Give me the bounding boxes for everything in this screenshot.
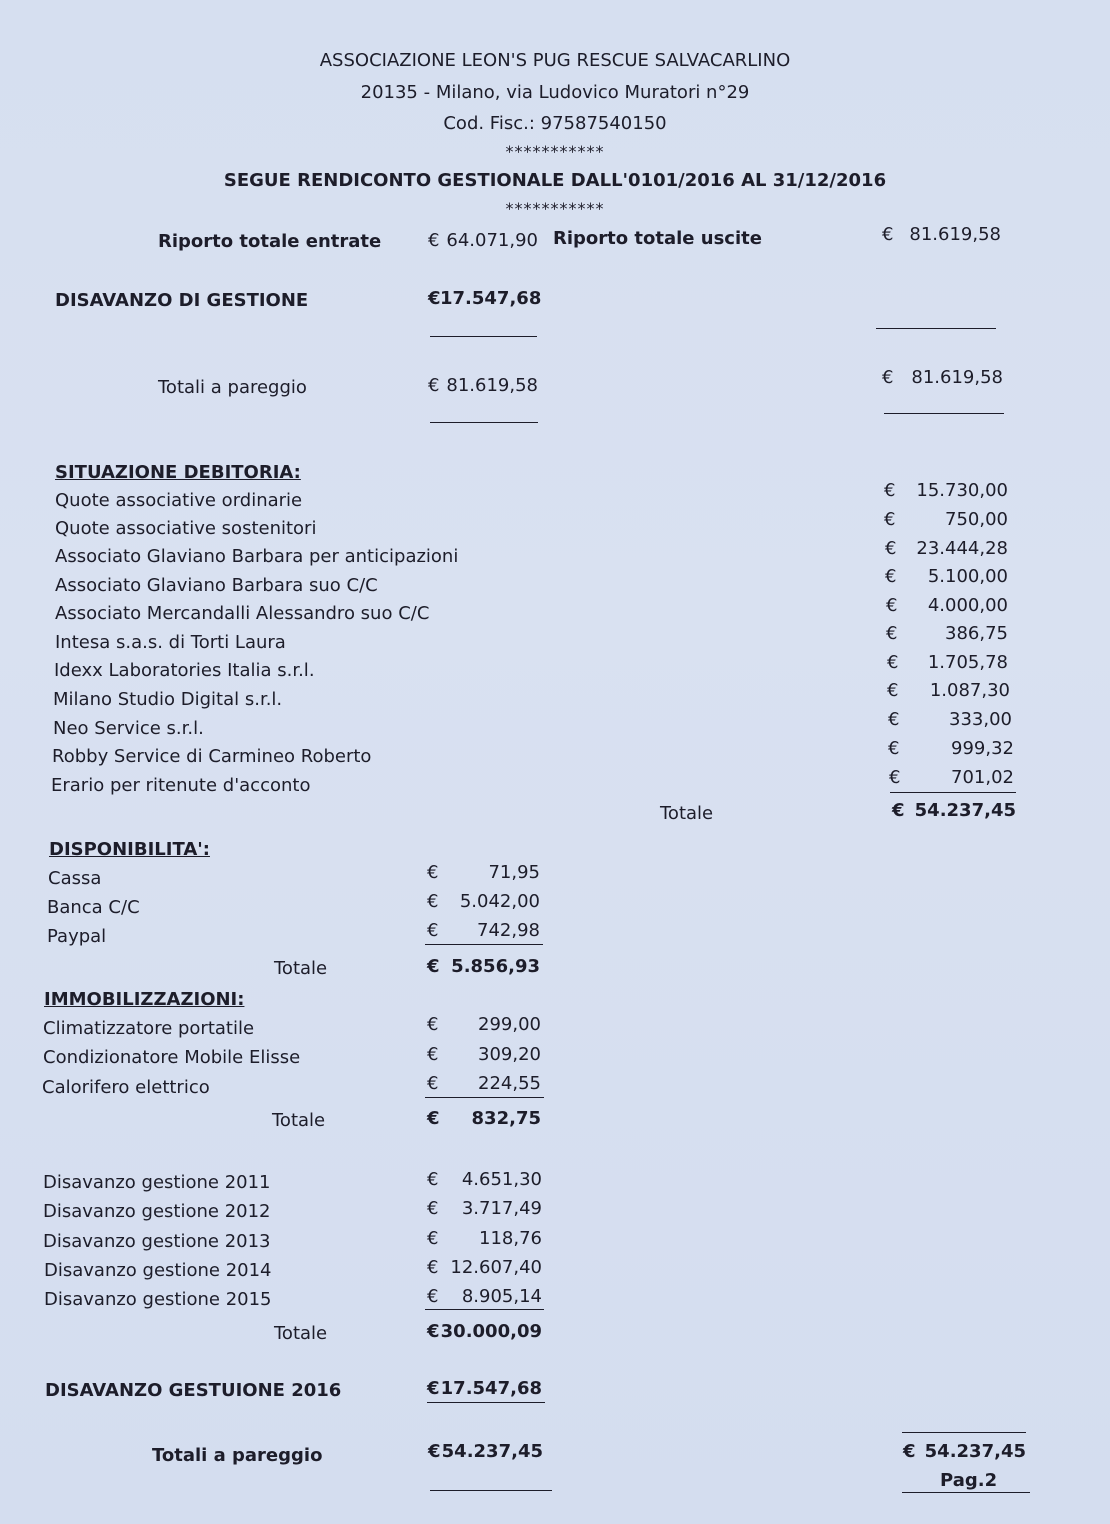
- debitoria-item-value: 750,00: [945, 509, 1008, 530]
- debitoria-item-label: Quote associative ordinarie: [55, 490, 303, 511]
- disponibilita-item-value: 742,98: [477, 920, 540, 941]
- currency-symbol: €: [427, 1014, 439, 1035]
- currency-symbol: €: [888, 709, 900, 730]
- disavanzi-total-label: Totale: [274, 1323, 328, 1344]
- pareggio-right-value: 81.619,58: [911, 367, 1003, 388]
- currency-symbol: €: [427, 1198, 439, 1219]
- immobilizzazioni-item-value: 299,00: [478, 1014, 541, 1035]
- currency-symbol: €: [427, 862, 439, 883]
- divider: [902, 1432, 1026, 1433]
- currency-symbol: €: [882, 224, 894, 245]
- currency-symbol: €: [888, 738, 900, 759]
- debitoria-item-label: Neo Service s.r.l.: [53, 718, 204, 739]
- debitoria-item-value: 999,32: [951, 738, 1014, 759]
- debitoria-item-label: Robby Service di Carmineo Roberto: [52, 746, 372, 767]
- riporto-uscite-value: 81.619,58: [909, 224, 1001, 245]
- disponibilita-item-value: 5.042,00: [459, 891, 540, 912]
- immobilizzazioni-total-label: Totale: [272, 1110, 326, 1131]
- immobilizzazioni-item-label: Climatizzatore portatile: [43, 1018, 255, 1039]
- debitoria-total-value: 54.237,45: [914, 800, 1016, 821]
- currency-symbol: €: [886, 623, 898, 644]
- fiscal-code: Cod. Fisc.: 97587540150: [443, 113, 667, 134]
- debitoria-item-value: 4.000,00: [927, 595, 1008, 616]
- disavanzi-item-label: Disavanzo gestione 2013: [43, 1231, 271, 1252]
- pareggio-left-value: 81.619,58: [446, 375, 538, 396]
- currency-symbol: €: [427, 1257, 439, 1278]
- document-title: SEGUE RENDICONTO GESTIONALE DALL'0101/2016 AL 31/12/2016: [223, 170, 887, 191]
- currency-symbol: €: [427, 1378, 440, 1399]
- debitoria-item-value: 333,00: [949, 709, 1012, 730]
- disavanzi-item-value: 4.651,30: [461, 1169, 542, 1190]
- currency-symbol: €: [428, 1441, 441, 1462]
- disavanzi-item-label: Disavanzo gestione 2011: [43, 1172, 271, 1193]
- currency-symbol: €: [427, 1286, 439, 1307]
- disavanzi-item-value: 12.607,40: [450, 1257, 542, 1278]
- debitoria-item-value: 5.100,00: [927, 566, 1008, 587]
- org-name: ASSOCIAZIONE LEON'S PUG RESCUE SALVACARLINO: [319, 50, 791, 71]
- divider: [430, 336, 537, 337]
- disavanzo-2016-label: DISAVANZO GESTUIONE 2016: [45, 1380, 342, 1401]
- debitoria-item-label: Milano Studio Digital s.r.l.: [53, 689, 283, 710]
- divider: [425, 944, 543, 945]
- immobilizzazioni-item-value: 309,20: [478, 1044, 541, 1065]
- disavanzi-total-value: 30.000,09: [440, 1321, 542, 1342]
- debitoria-item-value: 23.444,28: [916, 538, 1008, 559]
- org-address: 20135 - Milano, via Ludovico Muratori n°29: [360, 82, 750, 103]
- debitoria-item-label: Quote associative sostenitori: [55, 518, 317, 539]
- divider: [430, 422, 538, 423]
- divider: [430, 1490, 552, 1491]
- debitoria-item-label: Associato Glaviano Barbara per anticipazioni: [55, 546, 459, 567]
- currency-symbol: €: [882, 367, 894, 388]
- currency-symbol: €: [884, 480, 896, 501]
- riporto-entrate-value: 64.071,90: [446, 230, 538, 251]
- disponibilita-total-label: Totale: [274, 958, 328, 979]
- page-number: Pag.2: [940, 1470, 998, 1491]
- immobilizzazioni-item-value: 224,55: [478, 1073, 541, 1094]
- debitoria-total-label: Totale: [660, 803, 714, 824]
- pareggio2-left-value: 54.237,45: [441, 1441, 543, 1462]
- currency-symbol: €: [427, 1321, 440, 1342]
- currency-symbol: €: [886, 595, 898, 616]
- divider: [425, 1309, 544, 1310]
- immobilizzazioni-total-value: 832,75: [471, 1108, 541, 1129]
- currency-symbol: €: [427, 1228, 439, 1249]
- currency-symbol: €: [892, 800, 905, 821]
- divider: [884, 413, 1004, 414]
- debitoria-item-value: 1.705,78: [927, 652, 1008, 673]
- currency-symbol: €: [427, 1169, 439, 1190]
- riporto-entrate-label: Riporto totale entrate: [158, 231, 382, 252]
- disponibilita-title: DISPONIBILITA':: [49, 839, 210, 860]
- divider: [425, 1097, 544, 1098]
- disponibilita-total-value: 5.856,93: [451, 956, 540, 977]
- pareggio2-label: Totali a pareggio: [152, 1445, 323, 1466]
- currency-symbol: €: [427, 1044, 439, 1065]
- debitoria-item-label: Associato Mercandalli Alessandro suo C/C: [55, 603, 430, 624]
- disponibilita-item-label: Cassa: [48, 868, 102, 889]
- immobilizzazioni-item-label: Calorifero elettrico: [42, 1077, 210, 1098]
- debitoria-item-value: 701,02: [951, 767, 1014, 788]
- disavanzi-item-value: 118,76: [479, 1228, 542, 1249]
- currency-symbol: €: [428, 288, 441, 309]
- divider: [902, 1492, 1030, 1493]
- pareggio-label: Totali a pareggio: [158, 377, 307, 398]
- currency-symbol: €: [887, 680, 899, 701]
- currency-symbol: €: [885, 538, 897, 559]
- debitoria-item-label: Associato Glaviano Barbara suo C/C: [55, 575, 378, 596]
- currency-symbol: €: [427, 1073, 439, 1094]
- currency-symbol: €: [427, 956, 440, 977]
- debitoria-item-label: Erario per ritenute d'acconto: [51, 775, 311, 796]
- disavanzo-value: 17.547,68: [440, 288, 542, 309]
- divider: [890, 792, 1016, 793]
- disponibilita-item-value: 71,95: [488, 862, 540, 883]
- debitoria-item-value: 386,75: [945, 623, 1008, 644]
- currency-symbol: €: [427, 920, 439, 941]
- currency-symbol: €: [427, 1108, 440, 1129]
- disavanzi-item-label: Disavanzo gestione 2015: [44, 1289, 272, 1310]
- debitoria-item-value: 15.730,00: [916, 480, 1008, 501]
- debitoria-item-label: Intesa s.a.s. di Torti Laura: [55, 632, 286, 653]
- disavanzo-label: DISAVANZO DI GESTIONE: [55, 290, 309, 311]
- disponibilita-item-label: Banca C/C: [47, 897, 140, 918]
- riporto-uscite-label: Riporto totale uscite: [553, 228, 762, 249]
- currency-symbol: €: [887, 652, 899, 673]
- currency-symbol: €: [903, 1441, 916, 1462]
- debitoria-item-label: Idexx Laboratories Italia s.r.l.: [54, 660, 315, 681]
- currency-symbol: €: [428, 230, 440, 251]
- currency-symbol: €: [884, 509, 896, 530]
- currency-symbol: €: [889, 767, 901, 788]
- divider: [876, 328, 996, 329]
- debitoria-item-value: 1.087,30: [929, 680, 1010, 701]
- immobilizzazioni-title: IMMOBILIZZAZIONI:: [44, 989, 245, 1010]
- currency-symbol: €: [885, 566, 897, 587]
- currency-symbol: €: [427, 891, 439, 912]
- divider: [427, 1402, 545, 1403]
- disavanzo-2016-value: 17.547,68: [440, 1378, 542, 1399]
- separator-stars: ***********: [505, 142, 605, 161]
- disavanzi-item-value: 8.905,14: [461, 1286, 542, 1307]
- pareggio2-right-value: 54.237,45: [924, 1441, 1026, 1462]
- disponibilita-item-label: Paypal: [47, 926, 107, 947]
- disavanzi-item-label: Disavanzo gestione 2012: [43, 1201, 271, 1222]
- immobilizzazioni-item-label: Condizionatore Mobile Elisse: [43, 1047, 301, 1068]
- debitoria-title: SITUAZIONE DEBITORIA:: [55, 462, 301, 483]
- disavanzi-item-label: Disavanzo gestione 2014: [44, 1260, 272, 1281]
- currency-symbol: €: [428, 375, 440, 396]
- disavanzi-item-value: 3.717,49: [461, 1198, 542, 1219]
- separator-stars-2: ***********: [505, 199, 605, 218]
